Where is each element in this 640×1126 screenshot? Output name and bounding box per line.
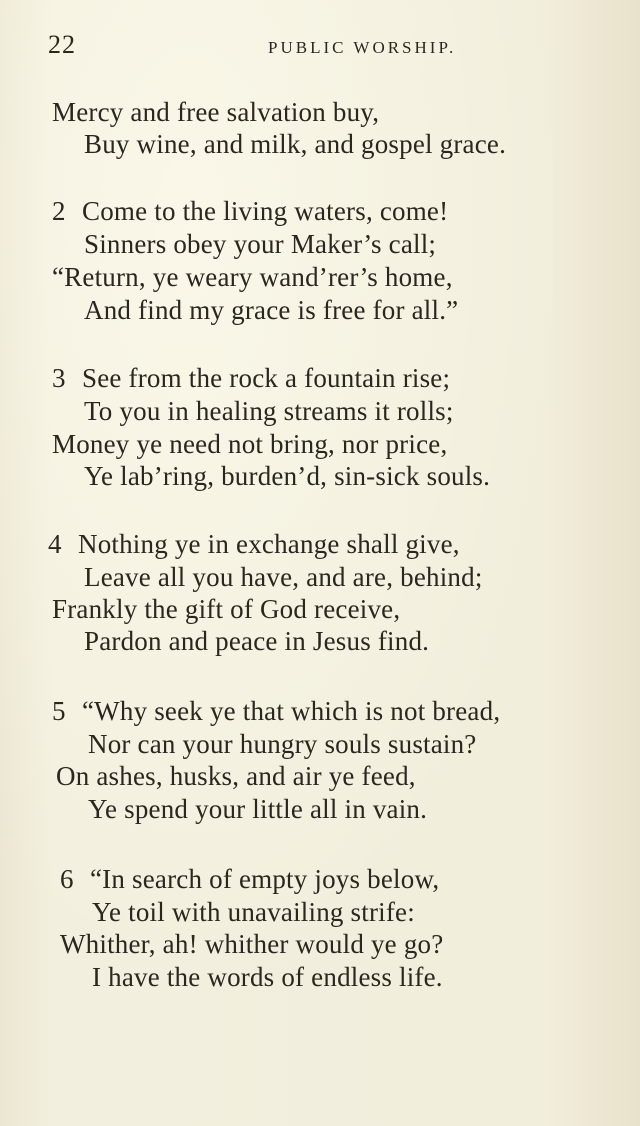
- stanza-5-line-3: On ashes, husks, and air ye feed,: [56, 761, 416, 791]
- stanza-6-line-3: Whither, ah! whither would ye go?: [60, 929, 444, 959]
- stanza-3-line-1: [52, 362, 450, 394]
- page-header: [48, 30, 608, 62]
- stanza-number: 5: [52, 696, 66, 726]
- stanza-2-line-3: “Return, ye weary wand’rer’s home,: [52, 262, 453, 292]
- running-head: PUBLIC WORSHIP.: [268, 38, 457, 57]
- stanza-4-line-2: Leave all you have, and are, behind;: [84, 562, 483, 592]
- stanza-2-line-1: [52, 195, 448, 227]
- stanza-number: 2: [52, 196, 66, 226]
- verse-text: “Why seek ye that which is not bread,: [82, 696, 501, 726]
- stanza-3-line-2: To you in healing streams it rolls;: [84, 396, 454, 426]
- stanza-number: 6: [60, 864, 74, 894]
- stanza-1-line-2: Buy wine, and milk, and gospel grace.: [84, 129, 507, 159]
- stanza-2-line-4: And find my grace is free for all.”: [84, 295, 459, 325]
- stanza-6-line-2: Ye toil with unavailing strife:: [92, 897, 415, 927]
- verse-text: “In search of empty joys below,: [90, 864, 440, 894]
- stanza-6-line-1: [60, 863, 439, 895]
- stanza-6-line-4: I have the words of endless life.: [92, 962, 443, 992]
- stanza-3-line-4: Ye lab’ring, burden’d, sin-sick souls.: [84, 461, 491, 491]
- verse-text: Nothing ye in exchange shall give,: [78, 529, 460, 559]
- stanza-5-line-4: Ye spend your little all in vain.: [88, 794, 428, 824]
- page-number: 22: [48, 30, 76, 59]
- verse-text: Come to the living waters, come!: [82, 196, 449, 226]
- stanza-4-line-1: [48, 528, 460, 560]
- stanza-5-line-2: Nor can your hungry souls sustain?: [88, 729, 477, 759]
- stanza-2-line-2: Sinners obey your Maker’s call;: [84, 229, 437, 259]
- stanza-4-line-4: Pardon and peace in Jesus find.: [84, 626, 430, 656]
- verse-text: See from the rock a fountain rise;: [82, 363, 451, 393]
- stanza-number: 4: [48, 529, 62, 559]
- stanza-5-line-1: [52, 695, 500, 727]
- stanza-4-line-3: Frankly the gift of God receive,: [52, 594, 401, 624]
- stanza-number: 3: [52, 363, 66, 393]
- stanza-3-line-3: Money ye need not bring, nor price,: [52, 429, 448, 459]
- stanza-1-line-1: Mercy and free salvation buy,: [52, 97, 380, 127]
